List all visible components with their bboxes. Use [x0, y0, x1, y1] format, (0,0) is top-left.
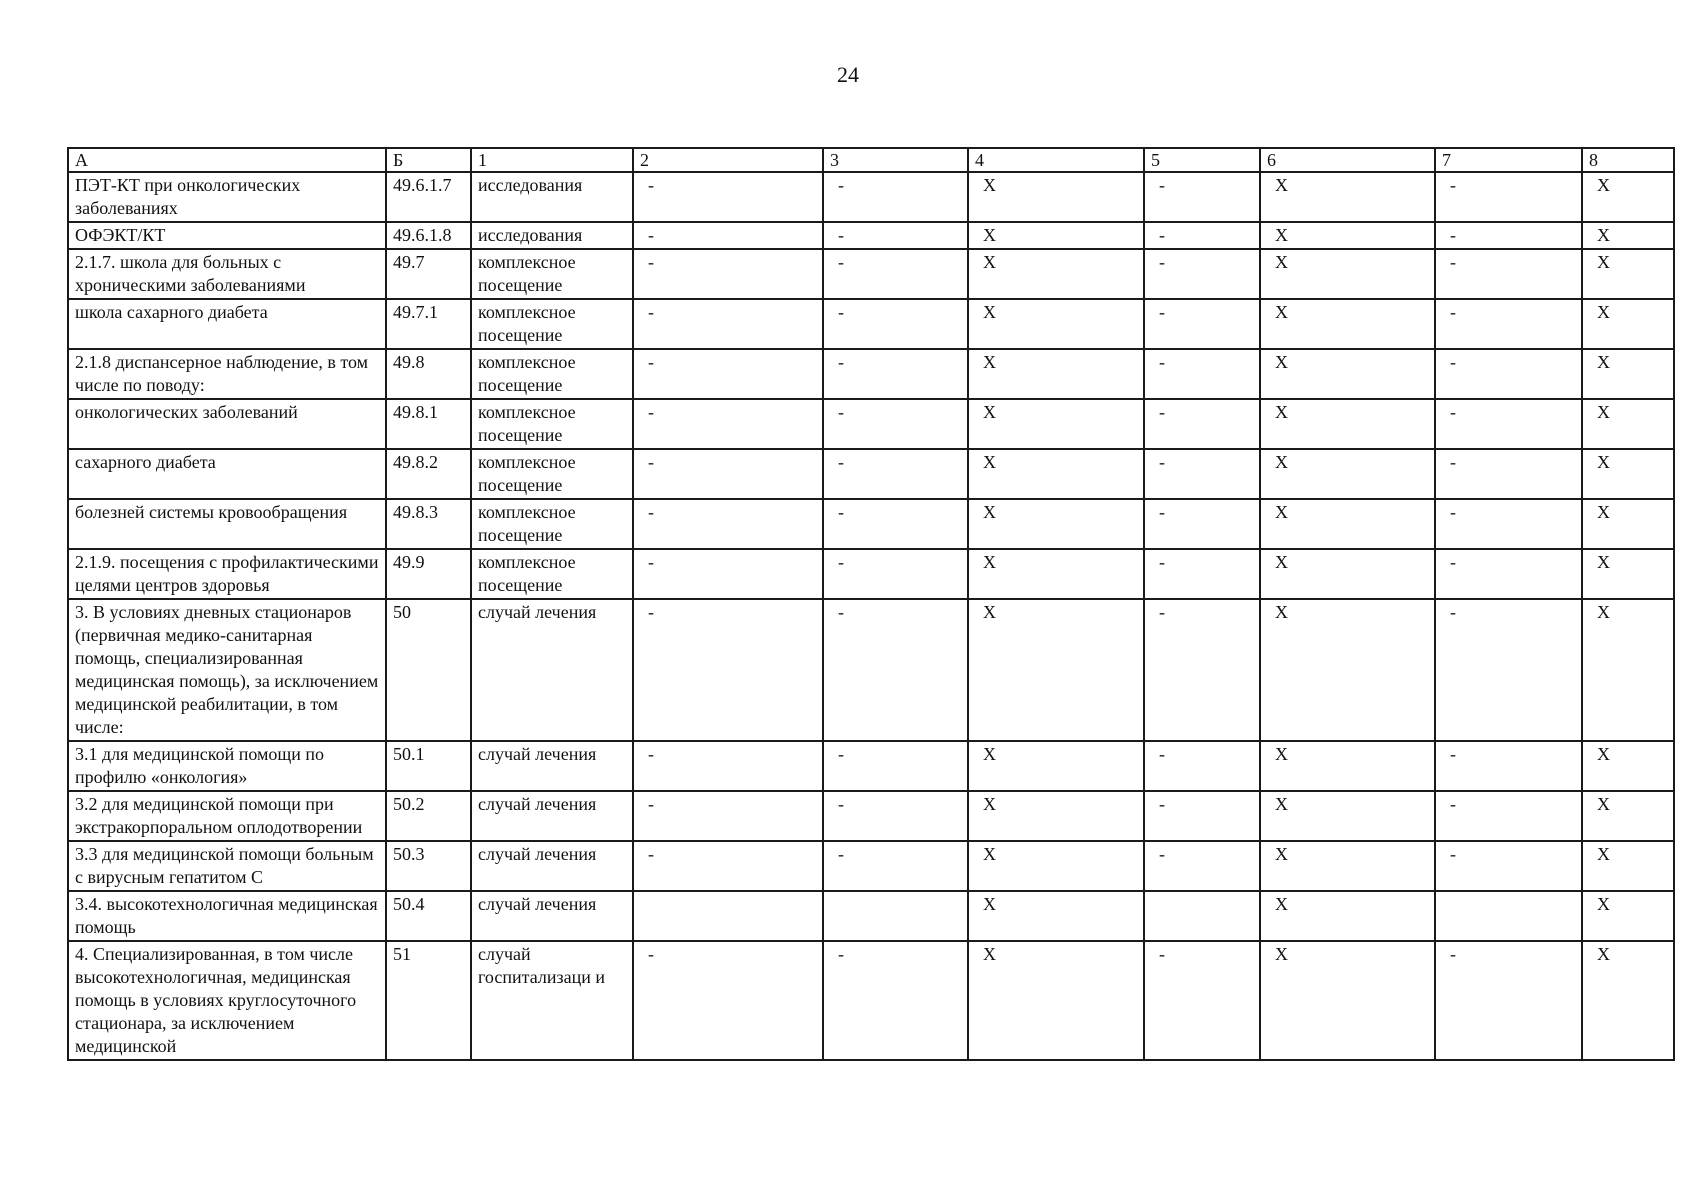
table-row [68, 599, 1674, 741]
col-2-cell: - [633, 449, 823, 499]
col-4-cell: X [968, 891, 1144, 941]
col-3-cell: - [823, 349, 968, 399]
col-2-cell: - [633, 599, 823, 741]
table-row [68, 299, 1674, 349]
table-row [68, 791, 1674, 841]
col-3-cell: - [823, 841, 968, 891]
col-6-cell: X [1260, 172, 1435, 222]
col-6-cell: X [1260, 791, 1435, 841]
row-code-cell: 49.7.1 [386, 299, 471, 349]
col-7-cell: - [1435, 349, 1582, 399]
row-name-cell: 3.3 для медицинской помощи больным с вирусным гепатитом С [68, 841, 386, 891]
col-6-cell: X [1260, 549, 1435, 599]
col-2-cell [633, 891, 823, 941]
col-7-cell: - [1435, 449, 1582, 499]
col-6-cell: X [1260, 841, 1435, 891]
row-unit-cell: случай лечения [471, 841, 633, 891]
col-4-cell: X [968, 599, 1144, 741]
col-5-cell: - [1144, 791, 1260, 841]
row-name-cell: 2.1.9. посещения с профилактическими целями центров здоровья [68, 549, 386, 599]
col-2-cell: - [633, 299, 823, 349]
col-3-cell: - [823, 941, 968, 1060]
row-unit-cell: случай лечения [471, 741, 633, 791]
col-7-cell: - [1435, 299, 1582, 349]
col-2-cell: - [633, 499, 823, 549]
col-4-cell: X [968, 349, 1144, 399]
col-5-cell: - [1144, 172, 1260, 222]
col-8-cell: X [1582, 741, 1674, 791]
table-row [68, 172, 1674, 222]
col-5-cell: - [1144, 349, 1260, 399]
page-number: 24 [837, 62, 859, 87]
col-3-cell: - [823, 741, 968, 791]
row-code-cell: 49.6.1.8 [386, 222, 471, 249]
col-2-cell: - [633, 249, 823, 299]
row-code-cell: 50.1 [386, 741, 471, 791]
row-name-cell: онкологических заболеваний [68, 399, 386, 449]
col-8-cell: X [1582, 549, 1674, 599]
col-7-cell: - [1435, 172, 1582, 222]
col-7-cell: - [1435, 841, 1582, 891]
table-row [68, 222, 1674, 249]
header-row [68, 148, 1674, 172]
col-4-cell: X [968, 791, 1144, 841]
table-row [68, 741, 1674, 791]
row-unit-cell: случай лечения [471, 891, 633, 941]
row-unit-cell: комплексное посещение [471, 449, 633, 499]
row-code-cell: 49.8.2 [386, 449, 471, 499]
col-3-cell: - [823, 449, 968, 499]
col-2-cell: - [633, 172, 823, 222]
row-unit-cell: комплексное посещение [471, 549, 633, 599]
column-header: 7 [1435, 148, 1582, 172]
row-code-cell: 50 [386, 599, 471, 741]
row-name-cell: 3.4. высокотехнологичная медицинская помощь [68, 891, 386, 941]
col-8-cell: X [1582, 172, 1674, 222]
col-7-cell: - [1435, 941, 1582, 1060]
row-unit-cell: случай лечения [471, 599, 633, 741]
col-4-cell: X [968, 299, 1144, 349]
col-3-cell: - [823, 249, 968, 299]
row-name-cell: болезней системы кровообращения [68, 499, 386, 549]
col-8-cell: X [1582, 791, 1674, 841]
column-header: 5 [1144, 148, 1260, 172]
col-4-cell: X [968, 941, 1144, 1060]
row-unit-cell: случай лечения [471, 791, 633, 841]
col-8-cell: X [1582, 891, 1674, 941]
column-header: А [68, 148, 386, 172]
table-row [68, 249, 1674, 299]
row-unit-cell: комплексное посещение [471, 499, 633, 549]
col-6-cell: X [1260, 249, 1435, 299]
table-row [68, 941, 1674, 1060]
row-name-cell: 3. В условиях дневных стационаров (первичная медико-санитарная помощь, специализированная медицинская помощь), за исключением медицинской реабилитации, в том числе: [68, 599, 386, 741]
col-6-cell: X [1260, 741, 1435, 791]
col-2-cell: - [633, 399, 823, 449]
col-7-cell: - [1435, 399, 1582, 449]
col-7-cell [1435, 891, 1582, 941]
col-4-cell: X [968, 449, 1144, 499]
col-5-cell: - [1144, 741, 1260, 791]
col-8-cell: X [1582, 222, 1674, 249]
col-4-cell: X [968, 222, 1144, 249]
table-row [68, 349, 1674, 399]
row-unit-cell: комплексное посещение [471, 349, 633, 399]
col-8-cell: X [1582, 941, 1674, 1060]
col-4-cell: X [968, 399, 1144, 449]
column-header: 4 [968, 148, 1144, 172]
col-5-cell [1144, 891, 1260, 941]
col-6-cell: X [1260, 299, 1435, 349]
col-4-cell: X [968, 841, 1144, 891]
col-3-cell: - [823, 549, 968, 599]
row-unit-cell: комплексное посещение [471, 249, 633, 299]
col-7-cell: - [1435, 499, 1582, 549]
row-code-cell: 51 [386, 941, 471, 1060]
row-name-cell: сахарного диабета [68, 449, 386, 499]
col-5-cell: - [1144, 599, 1260, 741]
column-header: 6 [1260, 148, 1435, 172]
col-5-cell: - [1144, 841, 1260, 891]
row-code-cell: 49.7 [386, 249, 471, 299]
row-code-cell: 49.8.1 [386, 399, 471, 449]
col-6-cell: X [1260, 941, 1435, 1060]
col-7-cell: - [1435, 741, 1582, 791]
col-3-cell: - [823, 222, 968, 249]
col-7-cell: - [1435, 222, 1582, 249]
col-6-cell: X [1260, 499, 1435, 549]
column-header: 8 [1582, 148, 1674, 172]
row-name-cell: 2.1.7. школа для больных с хроническими заболеваниями [68, 249, 386, 299]
row-name-cell: 4. Специализированная, в том числе высокотехнологичная, медицинская помощь в условиях круглосуточного стационара, за исключением медицинской [68, 941, 386, 1060]
col-5-cell: - [1144, 941, 1260, 1060]
col-8-cell: X [1582, 249, 1674, 299]
row-code-cell: 49.8.3 [386, 499, 471, 549]
col-3-cell: - [823, 399, 968, 449]
row-name-cell: 2.1.8 диспансерное наблюдение, в том числе по поводу: [68, 349, 386, 399]
col-8-cell: X [1582, 299, 1674, 349]
col-5-cell: - [1144, 299, 1260, 349]
col-8-cell: X [1582, 499, 1674, 549]
col-6-cell: X [1260, 599, 1435, 741]
col-2-cell: - [633, 349, 823, 399]
column-header: Б [386, 148, 471, 172]
col-2-cell: - [633, 549, 823, 599]
col-4-cell: X [968, 249, 1144, 299]
col-3-cell: - [823, 499, 968, 549]
col-3-cell: - [823, 599, 968, 741]
table-row [68, 549, 1674, 599]
col-5-cell: - [1144, 549, 1260, 599]
row-name-cell: ОФЭКТ/КТ [68, 222, 386, 249]
row-unit-cell: исследования [471, 172, 633, 222]
col-4-cell: X [968, 741, 1144, 791]
row-name-cell: 3.1 для медицинской помощи по профилю «онкология» [68, 741, 386, 791]
col-6-cell: X [1260, 222, 1435, 249]
col-4-cell: X [968, 549, 1144, 599]
table-row [68, 499, 1674, 549]
row-code-cell: 49.9 [386, 549, 471, 599]
col-3-cell: - [823, 791, 968, 841]
row-code-cell: 49.6.1.7 [386, 172, 471, 222]
row-code-cell: 50.4 [386, 891, 471, 941]
row-code-cell: 50.2 [386, 791, 471, 841]
col-2-cell: - [633, 741, 823, 791]
column-header: 1 [471, 148, 633, 172]
col-3-cell: - [823, 299, 968, 349]
row-name-cell: школа сахарного диабета [68, 299, 386, 349]
col-8-cell: X [1582, 349, 1674, 399]
table-body [68, 172, 1674, 1060]
row-name-cell: ПЭТ-КТ при онкологических заболеваниях [68, 172, 386, 222]
table-row [68, 449, 1674, 499]
col-7-cell: - [1435, 791, 1582, 841]
col-2-cell: - [633, 791, 823, 841]
col-6-cell: X [1260, 349, 1435, 399]
col-3-cell: - [823, 172, 968, 222]
row-unit-cell: комплексное посещение [471, 299, 633, 349]
col-8-cell: X [1582, 449, 1674, 499]
row-code-cell: 49.8 [386, 349, 471, 399]
col-4-cell: X [968, 499, 1144, 549]
col-7-cell: - [1435, 249, 1582, 299]
col-7-cell: - [1435, 549, 1582, 599]
col-6-cell: X [1260, 891, 1435, 941]
col-2-cell: - [633, 841, 823, 891]
col-5-cell: - [1144, 249, 1260, 299]
table-row [68, 841, 1674, 891]
column-header: 3 [823, 148, 968, 172]
col-5-cell: - [1144, 499, 1260, 549]
row-unit-cell: исследования [471, 222, 633, 249]
row-unit-cell: случай госпитализаци и [471, 941, 633, 1060]
col-6-cell: X [1260, 449, 1435, 499]
col-5-cell: - [1144, 222, 1260, 249]
table-row [68, 399, 1674, 449]
col-3-cell [823, 891, 968, 941]
col-8-cell: X [1582, 841, 1674, 891]
col-8-cell: X [1582, 399, 1674, 449]
col-6-cell: X [1260, 399, 1435, 449]
col-8-cell: X [1582, 599, 1674, 741]
col-5-cell: - [1144, 449, 1260, 499]
col-7-cell: - [1435, 599, 1582, 741]
column-header: 2 [633, 148, 823, 172]
row-code-cell: 50.3 [386, 841, 471, 891]
col-5-cell: - [1144, 399, 1260, 449]
col-4-cell: X [968, 172, 1144, 222]
row-unit-cell: комплексное посещение [471, 399, 633, 449]
row-name-cell: 3.2 для медицинской помощи при экстракорпоральном оплодотворении [68, 791, 386, 841]
col-2-cell: - [633, 941, 823, 1060]
col-2-cell: - [633, 222, 823, 249]
table-row [68, 891, 1674, 941]
data-table [67, 147, 1675, 1061]
